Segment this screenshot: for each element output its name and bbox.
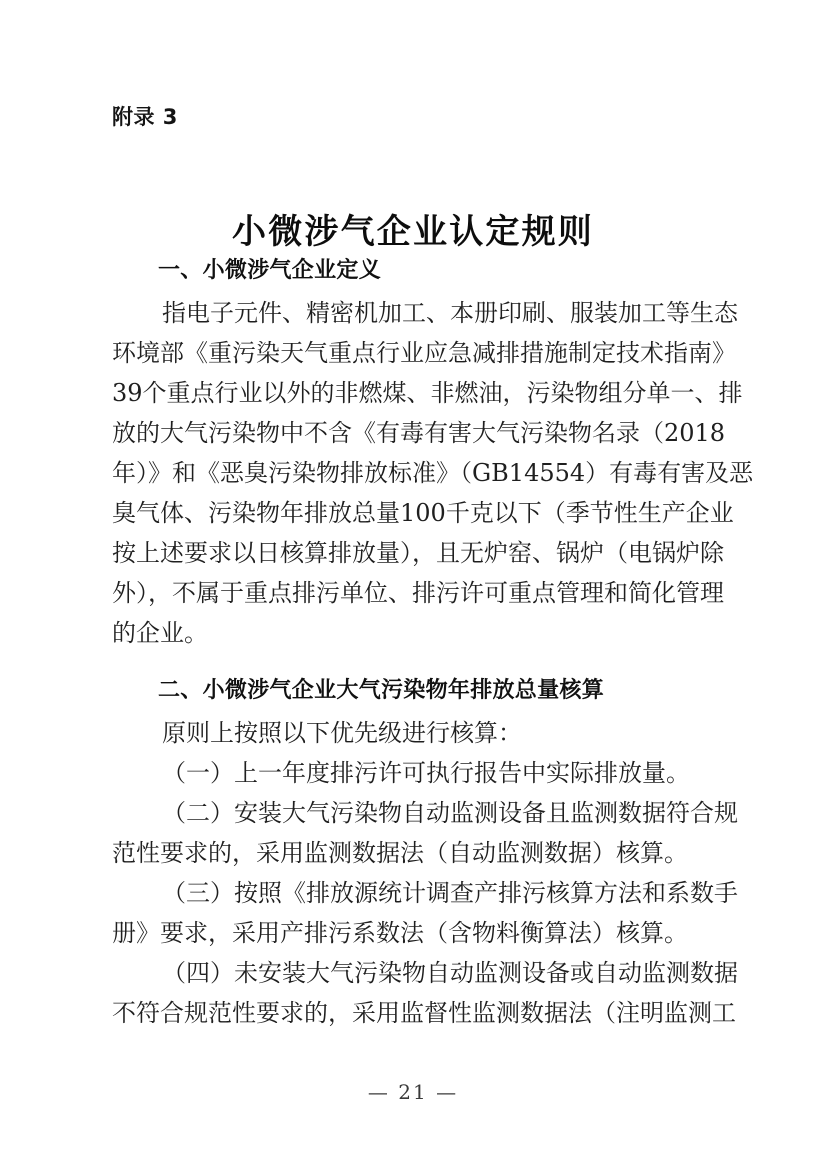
- line-text: 年）》和《恶臭污染物排放标准》（: [112, 459, 472, 487]
- line-text: （四）未安装大气污染物自动监测设备或自动监测数据: [162, 959, 738, 987]
- line-text: （一）上一年度排污许可执行报告中实际排放量。: [162, 759, 690, 787]
- paragraph-line: [112, 533, 724, 573]
- list-item: [112, 873, 738, 913]
- page-number-footer: — 21 —: [367, 1080, 459, 1104]
- line-text: 原则上按照以下优先级进行核算：: [162, 719, 522, 747]
- line-text: 放的大气污染物中不含《有毒有害大气污染物名录（: [112, 419, 664, 447]
- line-text: 指电子元件、精密机加工、本册印刷、服装加工等生态: [162, 299, 738, 327]
- section-heading-definition: 一、小微涉气企业定义: [158, 258, 382, 283]
- paragraph-line: [112, 493, 734, 533]
- line-text: 册》要求，采用产排污系数法（含物料衡算法）核算。: [112, 919, 688, 947]
- list-item: [112, 953, 738, 993]
- list-item: [112, 993, 736, 1033]
- list-item: [112, 753, 714, 793]
- paragraph-line: [112, 713, 714, 753]
- line-text: 不符合规范性要求的，采用监督性监测数据法（注明监测工: [112, 999, 736, 1027]
- paragraph-line: [112, 573, 724, 613]
- paragraph-line: [112, 613, 714, 653]
- line-text: 的企业。: [112, 619, 208, 647]
- paragraph-line: [112, 453, 754, 493]
- line-text: ）有毒有害及恶: [585, 459, 754, 487]
- list-item: [112, 833, 714, 873]
- paragraph-line: [112, 413, 726, 453]
- line-number: 39: [112, 379, 143, 407]
- line-text: 外），不属于重点排污单位、排污许可重点管理和简化管理: [112, 579, 724, 607]
- section-heading-accounting: 二、小微涉气企业大气污染物年排放总量核算: [158, 678, 605, 703]
- line-text: 环境部《重污染天气重点行业应急减排措施制定技术指南》: [112, 339, 736, 367]
- list-item: [112, 793, 738, 833]
- appendix-label: 附录 3: [112, 105, 178, 129]
- paragraph-line: [112, 373, 743, 413]
- line-number: 100: [400, 499, 446, 527]
- line-text: （二）安装大气污染物自动监测设备且监测数据符合规: [162, 799, 738, 827]
- line-text: 臭气体、污染物年排放总量: [112, 499, 400, 527]
- line-text: 千克以下（季节性生产企业: [445, 499, 734, 527]
- line-number: 2018: [664, 419, 726, 447]
- list-item: [112, 913, 714, 953]
- standard-code: GB14554: [472, 459, 586, 487]
- line-text: 按上述要求以日核算排放量），且无炉窑、锅炉（电锅炉除: [112, 539, 724, 567]
- line-text: 范性要求的，采用监测数据法（自动监测数据）核算。: [112, 839, 688, 867]
- page-title: 小微涉气企业认定规则: [232, 211, 594, 252]
- line-text: 个重点行业以外的非燃煤、非燃油，污染物组分单一、排: [142, 379, 743, 407]
- paragraph-line: [112, 333, 736, 373]
- paragraph-line: [112, 293, 738, 333]
- line-text: （三）按照《排放源统计调查产排污核算方法和系数手: [162, 879, 738, 907]
